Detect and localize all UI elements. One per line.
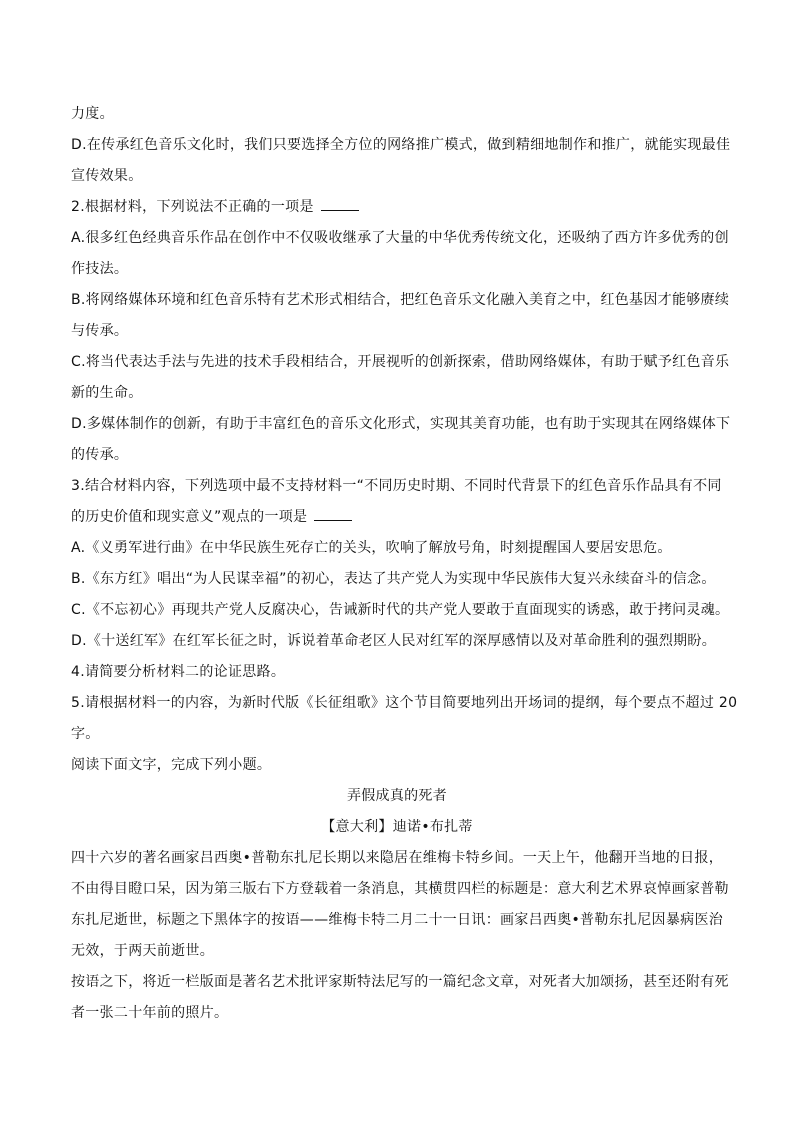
question-5: 5.请根据材料一的内容，为新时代版《长征组歌》这个节目简要地列出开场词的提纲，每个要点不超过 20 [71,695,738,711]
text-line: 的传承。 [71,447,129,463]
option-d-line: D.《十送红军》在红军长征之时，诉说着革命老区人民对红军的深厚感情以及对革命胜利的强烈期盼。 [71,633,717,649]
story-paragraph-line: 四十六岁的著名画家吕西奥•普勒东扎尼长期以来隐居在维梅卡特乡间。一天上午，他翻开当地的日报， [71,850,724,866]
story-paragraph-line: 不由得目瞪口呆，因为第三版右下方登载着一条消息，其横贯四栏的标题是：意大利艺术界哀悼画家普勒 [71,881,729,897]
story-title: 弄假成真的死者 [346,788,448,804]
text-line: 力度。 [71,106,114,122]
story-paragraph-line: 无效，于两天前逝世。 [71,943,214,959]
document-page [71,99,738,1029]
question-2 [71,192,723,223]
answer-blank[interactable] [321,198,359,211]
question-3-cont [71,502,723,533]
text-line: 与传承。 [71,323,129,339]
story-paragraph-line: 东扎尼逝世，标题之下黑体字的按语——维梅卡特二月二十一日讯：画家吕西奥•普勒东扎尼因暴病医治 [71,912,724,928]
text-line: 作技法。 [71,261,129,277]
text-line: 新的生命。 [71,385,143,401]
question-3-text: 的历史价值和现实意义”观点的一项是 [71,509,308,525]
story-author: 【意大利】迪诺•布扎蒂 [321,819,473,835]
option-a-line: A.很多红色经典音乐作品在创作中不仅吸收继承了大量的中华优秀传统文化，还吸纳了西方许多优秀的创 [71,230,729,246]
question-3: 3.结合材料内容，下列选项中最不支持材料一“不同历史时期、不同时代背景下的红色音乐作品具有不同 [71,478,722,494]
option-c-line: C.《不忘初心》再现共产党人反腐决心，告诫新时代的共产党人要敢于直面现实的诱惑，敢于拷问灵魂。 [71,602,730,618]
option-a-line: A.《义勇军进行曲》在中华民族生死存亡的关头，吹响了解放号角，时刻提醒国人要居安思危。 [71,540,672,556]
option-b-line: B.将网络媒体环境和红色音乐特有艺术形式相结合，把红色音乐文化融入美育之中，红色基因才能够赓续 [71,292,730,308]
option-c-line: C.将当代表达手法与先进的技术手段相结合，开展视听的创新探索，借助网络媒体，有助于赋予红色音乐 [71,354,730,370]
reading-instruction: 阅读下面文字，完成下列小题。 [71,757,272,773]
text-line: 字。 [71,726,100,742]
question-2-text: 2.根据材料，下列说法不正确的一项是 [71,199,314,215]
option-d-line: D.多媒体制作的创新，有助于丰富红色的音乐文化形式，实现其美育功能，也有助于实现其在网络媒体下 [71,416,731,432]
answer-blank[interactable] [314,508,352,521]
option-d-line: D.在传承红色音乐文化时，我们只要选择全方位的网络推广模式，做到精细地制作和推广，就能实现最佳 [71,137,731,153]
question-4: 4.请简要分析材料二的论证思路。 [71,664,286,680]
text-line: 宣传效果。 [71,168,143,184]
story-paragraph-line: 按语之下，将近一栏版面是著名艺术批评家斯特法尼写的一篇纪念文章，对死者大加颂扬，甚至还附有死 [71,974,729,990]
story-paragraph-line: 者一张二十年前的照片。 [71,1005,229,1021]
option-b-line: B.《东方红》唱出“为人民谋幸福”的初心，表达了共产党人为实现中华民族伟大复兴永续奋斗的信念。 [71,571,716,587]
